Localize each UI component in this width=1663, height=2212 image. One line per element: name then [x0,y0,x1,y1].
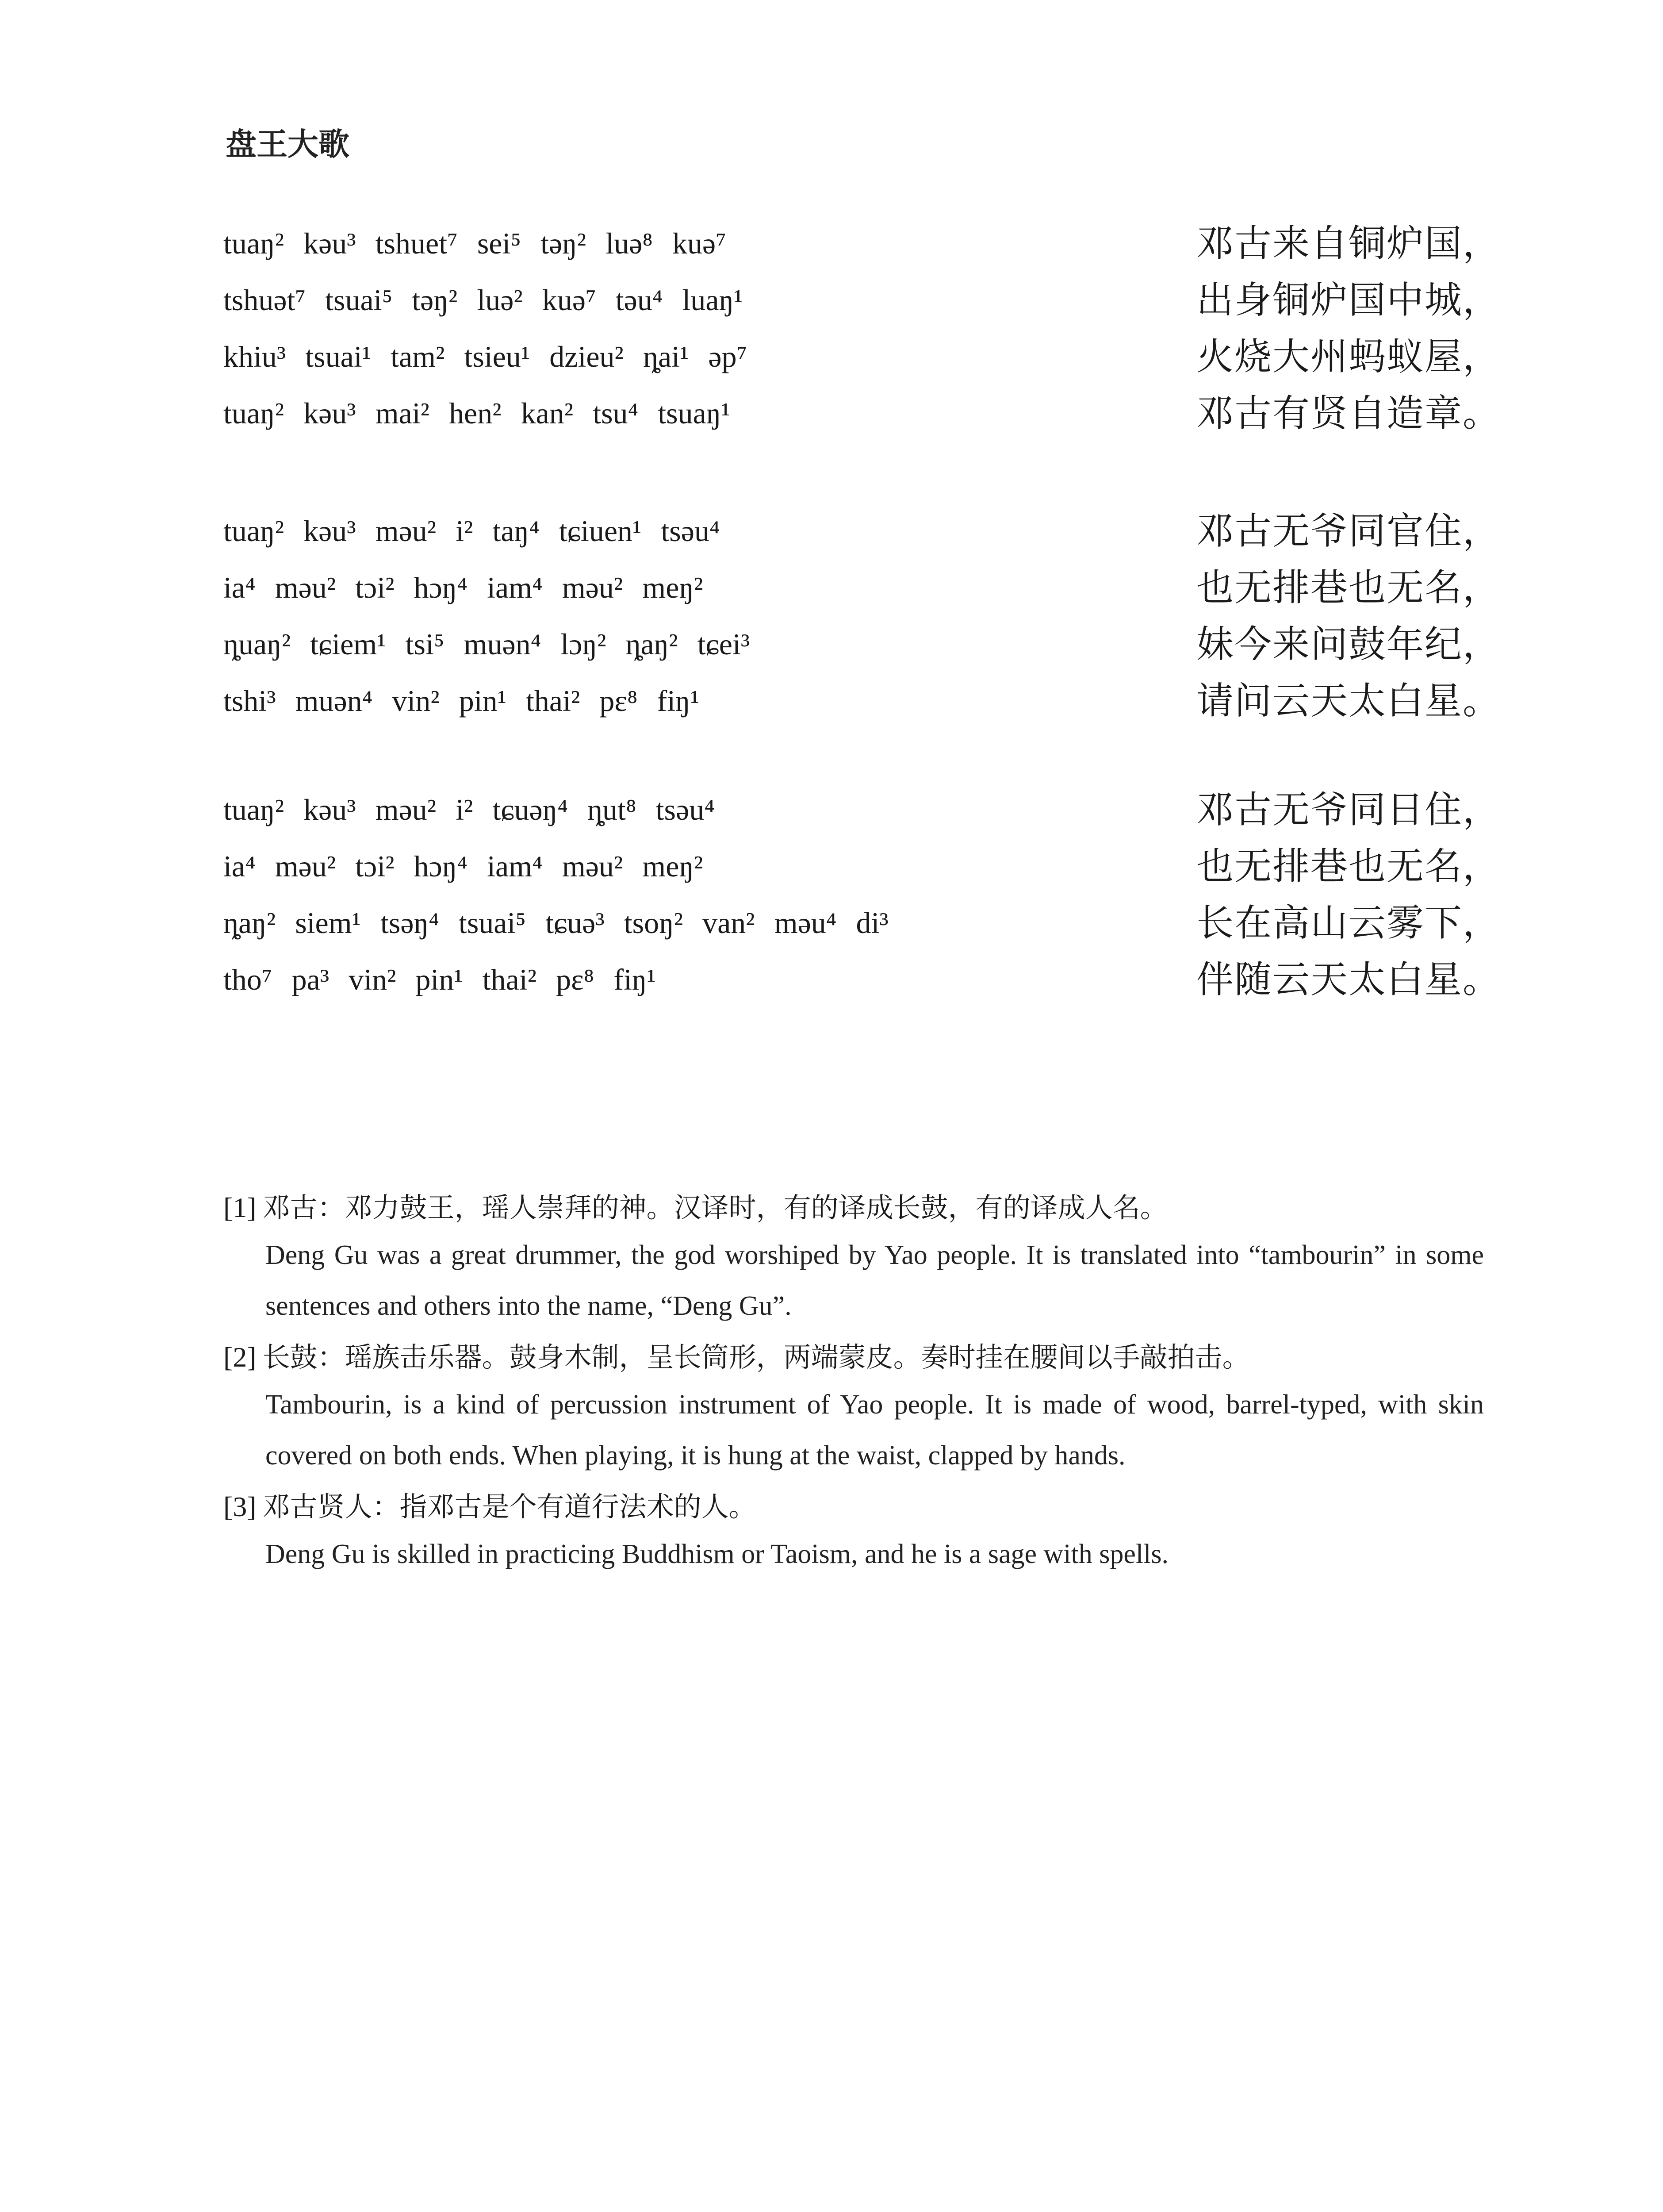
chinese-verse: 邓古有贤自造章。 [1196,392,1501,435]
phonetic-syllable: pin¹ [415,963,463,996]
verse-line [223,334,1506,391]
chinese-verse: 邓古无爷同官住， [1196,509,1501,553]
phonetic-syllable: i² [456,514,473,548]
phonetic-syllable: təu⁴ [615,283,663,317]
phonetic-syllable: kəu³ [303,793,356,826]
phonetic-syllable: əp⁷ [708,340,747,373]
phonetic-syllable: pɛ⁸ [599,684,638,718]
phonetic-syllable: fiŋ¹ [657,684,700,718]
phonetic-syllable: thai² [525,684,580,718]
phonetic-syllable: vin² [349,963,396,996]
phonetic-syllable: di³ [856,906,889,940]
phonetic-syllable: tsuai¹ [305,340,372,373]
phonetic-syllable: tsuai⁵ [325,283,393,317]
verse-line [223,787,1506,844]
footnote-number: [1] [223,1192,257,1223]
phonetic-syllable: məu² [275,849,336,883]
phonetic-transcription [223,787,734,832]
phonetic-syllable: məu⁴ [774,906,837,940]
phonetic-syllable: ȵaŋ² [625,627,678,661]
phonetic-syllable: meŋ² [642,571,703,604]
stanza [223,509,1506,735]
verse-line [223,622,1506,679]
chinese-verse: 邓古无爷同日住， [1196,788,1501,831]
phonetic-syllable: hen² [449,396,502,430]
phonetic-syllable: tshuət⁷ [223,283,306,317]
phonetic-syllable: tho⁷ [223,963,272,996]
phonetic-syllable: khiu³ [223,340,286,373]
phonetic-syllable: tɕei³ [697,627,750,661]
phonetic-syllable: iam⁴ [487,571,543,604]
phonetic-syllable: kuə⁷ [542,283,596,317]
phonetic-transcription [223,957,675,1002]
phonetic-syllable: məu² [562,571,623,604]
phonetic-syllable: tsi⁵ [405,627,444,661]
phonetic-syllable: tuaŋ² [223,793,284,826]
phonetic-syllable: tuaŋ² [223,396,284,430]
phonetic-transcription [223,844,722,888]
footnote-chinese: 邓古贤人：指邓古是个有道行法术的人。 [262,1490,756,1523]
phonetic-syllable: sei⁵ [477,227,521,260]
phonetic-syllable: hɔŋ⁴ [414,849,468,883]
phonetic-transcription [223,565,722,610]
phonetic-syllable: kuə⁷ [672,227,726,260]
footnote-number: [3] [223,1491,257,1522]
phonetic-syllable: pin¹ [459,684,506,718]
footnote [223,1186,1484,1332]
phonetic-syllable: tsieu¹ [464,340,530,373]
phonetic-syllable: tsəu⁴ [655,793,715,826]
chinese-verse: 出身铜炉国中城， [1196,278,1501,322]
phonetic-syllable: məu² [275,571,336,604]
footnote-chinese: 邓古：邓力鼓王，瑶人崇拜的神。汉译时，有的译成长鼓，有的译成人名。 [262,1191,1168,1224]
phonetic-syllable: tam² [391,340,445,373]
phonetic-transcription [223,622,769,666]
phonetic-transcription [223,278,763,322]
phonetic-syllable: tsəu⁴ [661,514,720,548]
phonetic-syllable: tsu⁴ [593,396,639,430]
phonetic-syllable: vin² [392,684,440,718]
phonetic-transcription [223,221,746,265]
footnote-english: Tambourin, is a kind of percussion instrument of Yao people. It is made of wood, barrel-typed, with skin covered on both ends. When playing, it is hung at the waist, clapped by hands. [265,1390,1484,1471]
verse-line [223,679,1506,735]
phonetic-syllable: tɕiuen¹ [559,514,642,548]
phonetic-syllable: ȵaŋ² [223,906,276,940]
phonetic-syllable: ia⁴ [223,849,256,883]
phonetic-syllable: mai² [375,396,430,430]
phonetic-syllable: tsoŋ² [624,906,683,940]
phonetic-transcription [223,391,750,435]
phonetic-transcription [223,509,740,553]
chinese-verse: 也无排巷也无名， [1196,845,1501,888]
phonetic-syllable: təŋ² [412,283,458,317]
phonetic-syllable: pa³ [291,963,330,996]
phonetic-syllable: ȵut⁸ [587,793,636,826]
chinese-verse: 长在高山云雾下， [1196,901,1501,945]
footnotes [223,1186,1484,1583]
phonetic-syllable: məu² [562,849,623,883]
phonetic-syllable: tɕuəŋ⁴ [492,793,568,826]
phonetic-syllable: məu² [375,514,437,548]
phonetic-syllable: kan² [521,396,574,430]
chinese-verse: 伴随云天太白星。 [1196,958,1501,1001]
verse-line [223,391,1506,448]
phonetic-transcription [223,679,719,723]
footnote-heading [223,1335,1484,1379]
phonetic-syllable: tɕuə³ [545,906,605,940]
phonetic-syllable: tsuai⁵ [458,906,526,940]
phonetic-syllable: ȵai¹ [643,340,689,373]
footnote-heading [223,1485,1484,1529]
phonetic-syllable: ia⁴ [223,571,256,604]
footnote-chinese: 长鼓：瑶族击乐器。鼓身木制，呈长筒形，两端蒙皮。奏时挂在腰间以手敲拍击。 [262,1341,1250,1373]
verse-line [223,565,1506,622]
phonetic-syllable: tsuaŋ¹ [658,396,730,430]
footnote-number: [2] [223,1341,257,1373]
verse-line [223,509,1506,565]
footnote [223,1485,1484,1580]
phonetic-syllable: muən⁴ [295,684,373,718]
stanza [223,787,1506,1014]
phonetic-syllable: fiŋ¹ [613,963,656,996]
chinese-verse: 请问云天太白星。 [1196,679,1501,722]
phonetic-syllable: muən⁴ [464,627,541,661]
verse-line [223,278,1506,334]
phonetic-syllable: meŋ² [642,849,703,883]
phonetic-syllable: tɔi² [355,571,395,604]
phonetic-syllable: ȵuaŋ² [223,627,291,661]
phonetic-syllable: məu² [375,793,437,826]
phonetic-syllable: luaŋ¹ [682,283,743,317]
phonetic-syllable: tsəŋ⁴ [380,906,439,940]
phonetic-transcription [223,334,766,379]
phonetic-syllable: pɛ⁸ [556,963,594,996]
footnote-english: Deng Gu was a great drummer, the god worshiped by Yao people. It is translated into “tambourin” in some sentences and others into the name, “Deng Gu”. [265,1240,1484,1321]
phonetic-syllable: siem¹ [295,906,361,940]
phonetic-syllable: i² [456,793,473,826]
phonetic-syllable: taŋ⁴ [492,514,540,548]
phonetic-syllable: tɔi² [355,849,395,883]
verse-line [223,221,1506,278]
footnote-english: Deng Gu is skilled in practicing Buddhism or Taoism, and he is a sage with spells. [265,1539,1169,1569]
phonetic-syllable: təŋ² [540,227,586,260]
verse-line [223,844,1506,901]
phonetic-syllable: thai² [482,963,537,996]
phonetic-syllable: tuaŋ² [223,514,284,548]
phonetic-transcription [223,901,908,945]
chinese-verse: 邓古来自铜炉国， [1196,222,1501,265]
phonetic-syllable: kəu³ [303,396,356,430]
verse-line [223,901,1506,957]
phonetic-syllable: hɔŋ⁴ [414,571,468,604]
phonetic-syllable: tshi³ [223,684,276,718]
chinese-verse: 妹今来问鼓年纪， [1196,622,1501,666]
phonetic-syllable: luə⁸ [605,227,653,260]
stanza [223,221,1506,448]
phonetic-syllable: dzieu² [549,340,624,373]
phonetic-syllable: tuaŋ² [223,227,284,260]
footnote-heading [223,1186,1484,1230]
chinese-verse: 也无排巷也无名， [1196,566,1501,609]
chinese-verse: 火烧大州蚂蚁屋， [1196,335,1501,378]
phonetic-syllable: tshuet⁷ [375,227,458,260]
phonetic-syllable: iam⁴ [487,849,543,883]
phonetic-syllable: tɕiem¹ [310,627,386,661]
footnote [223,1335,1484,1481]
phonetic-syllable: luə² [477,283,523,317]
running-header: 盘王大歌 [226,126,349,162]
verse-line [223,957,1506,1014]
phonetic-syllable: van² [702,906,755,940]
phonetic-syllable: kəu³ [303,227,356,260]
phonetic-syllable: kəu³ [303,514,356,548]
phonetic-syllable: lɔŋ² [560,627,606,661]
